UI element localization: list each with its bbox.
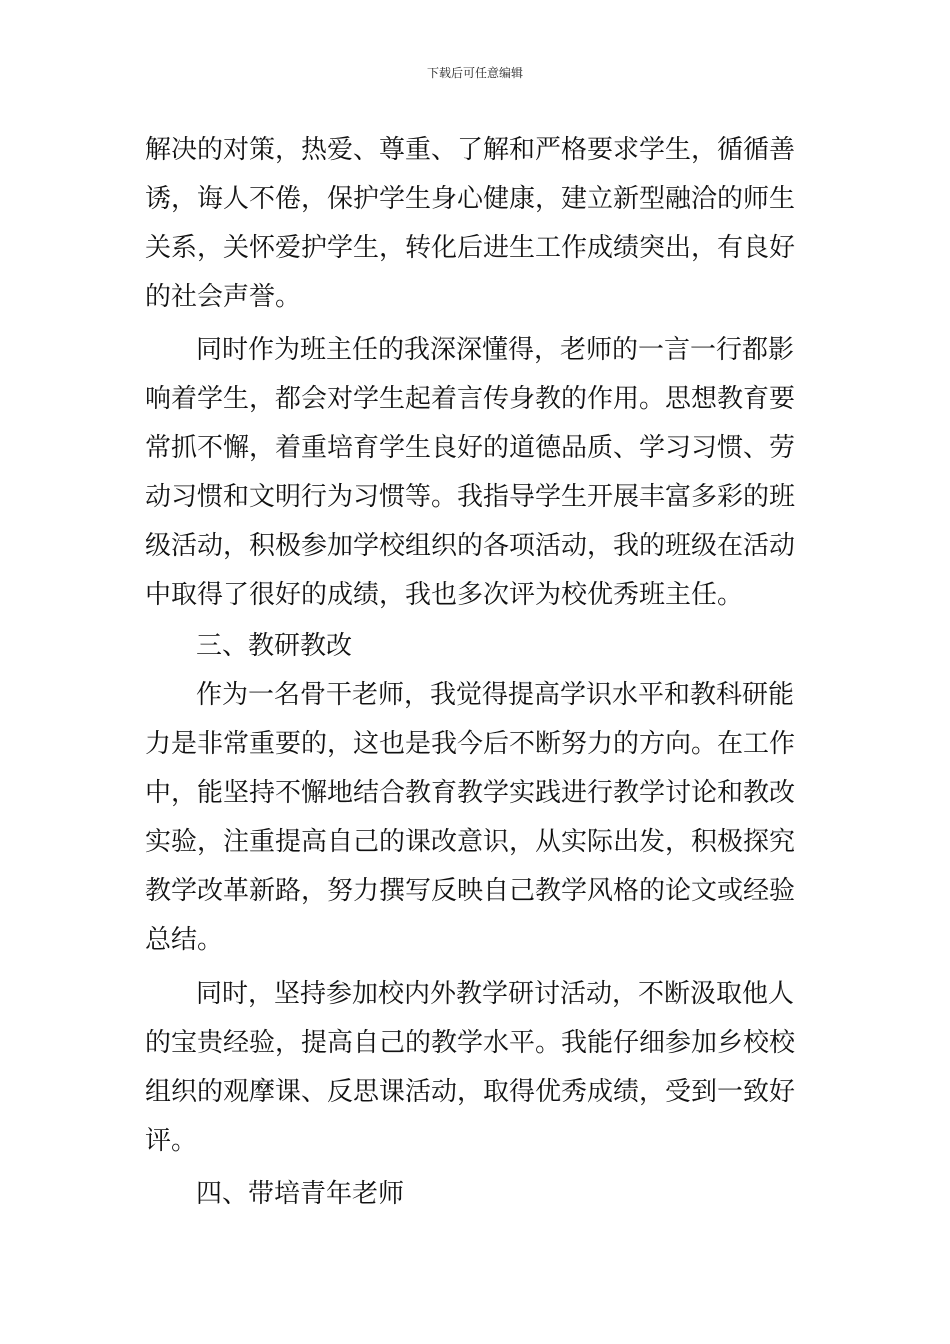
paragraph-line: 组织的观摩课、反思课活动，取得优秀成绩，受到一致好 bbox=[145, 1077, 796, 1107]
paragraph-line: 级活动，积极参加学校组织的各项活动，我的班级在活动 bbox=[145, 531, 796, 561]
paragraph-line: 的宝贵经验，提高自己的教学水平。我能仔细参加乡校校 bbox=[145, 1028, 796, 1058]
paragraph-line: 中，能坚持不懈地结合教育教学实践进行教学讨论和教改 bbox=[145, 778, 796, 808]
paragraph-line: 解决的对策，热爱、尊重、了解和严格要求学生，循循善 bbox=[145, 135, 796, 165]
paragraph-line: 的社会声誉。 bbox=[145, 282, 302, 312]
paragraph-line: 作为一名骨干老师，我觉得提高学识水平和教科研能 bbox=[196, 680, 795, 710]
section-heading: 三、教研教改 bbox=[196, 631, 353, 661]
paragraph-line: 动习惯和文明行为习惯等。我指导学生开展丰富多彩的班 bbox=[145, 482, 796, 512]
paragraph-line: 响着学生，都会对学生起着言传身教的作用。思想教育要 bbox=[145, 384, 796, 414]
paragraph-line: 教学改革新路，努力撰写反映自己教学风格的论文或经验 bbox=[145, 876, 796, 906]
paragraph-line: 实验，注重提高自己的课改意识，从实际出发，积极探究 bbox=[145, 827, 796, 857]
header-note: 下载后可任意编辑 bbox=[426, 66, 523, 80]
paragraph-line: 关系，关怀爱护学生，转化后进生工作成绩突出，有良好 bbox=[145, 233, 796, 263]
paragraph-line: 诱，诲人不倦，保护学生身心健康，建立新型融洽的师生 bbox=[145, 184, 796, 214]
paragraph-line: 同时作为班主任的我深深懂得，老师的一言一行都影 bbox=[196, 335, 795, 365]
paragraph-line: 评。 bbox=[145, 1126, 198, 1156]
paragraph-line: 中取得了很好的成绩，我也多次评为校优秀班主任。 bbox=[145, 580, 744, 610]
paragraph-line: 同时，坚持参加校内外教学研讨活动，不断汲取他人 bbox=[196, 979, 795, 1009]
paragraph-line: 总结。 bbox=[145, 925, 224, 955]
paragraph-line: 力是非常重要的，这也是我今后不断努力的方向。在工作 bbox=[145, 729, 796, 759]
section-heading: 四、带培青年老师 bbox=[196, 1179, 405, 1209]
paragraph-line: 常抓不懈，着重培育学生良好的道德品质、学习习惯、劳 bbox=[145, 433, 796, 463]
